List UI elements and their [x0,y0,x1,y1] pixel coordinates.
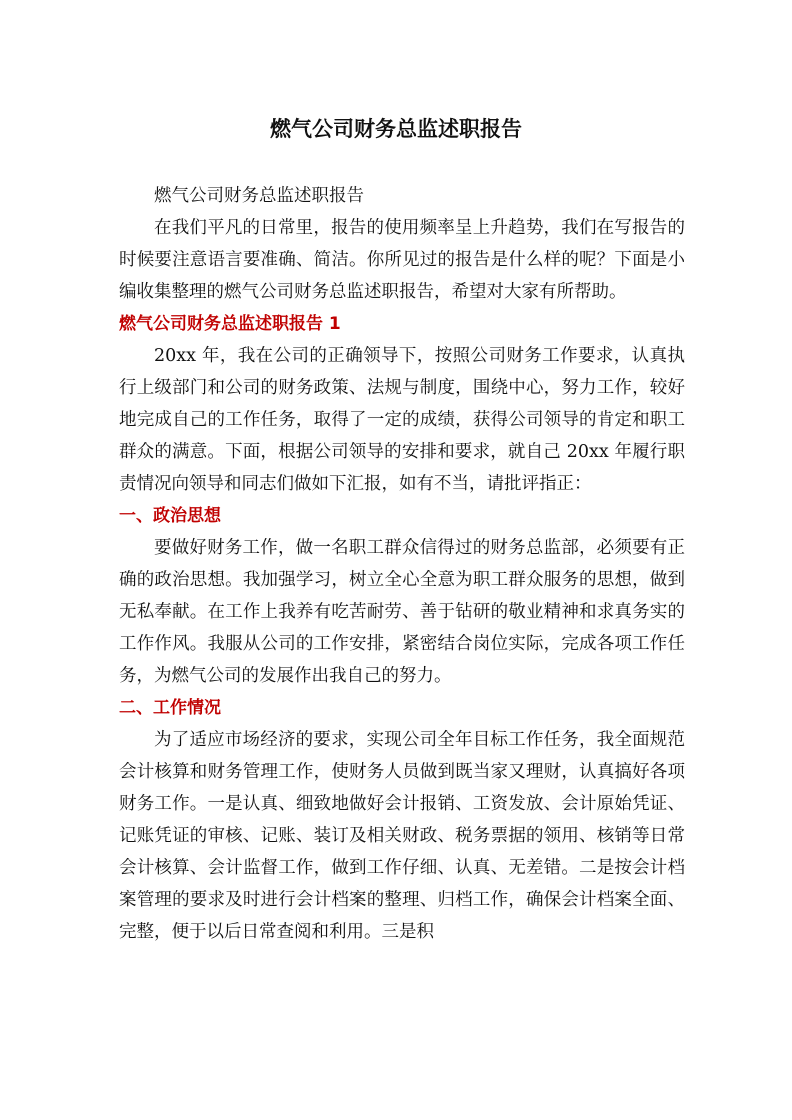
section-heading-politics: 一、政治思想 [119,506,221,526]
section-heading-report-1: 燃气公司财务总监述职报告 1 [119,314,341,334]
document-body [119,180,685,948]
politics-paragraph: 要做好财务工作，做一名职工群众信得过的财务总监部，必须要有正确的政治思想。我加强学习，树立全心全意为职工群众服务的思想，做到无私奉献。在工作上我养有吃苦耐劳、善于钻研的敬业精神和求真务实的工作作风。我服从公司的工作安排，紧密结合岗位实际，完成各项工作任务，为燃气公司的发展作出我自己的努力。 [119,538,685,686]
intro-label: 燃气公司财务总监述职报告 [154,186,364,206]
section-heading-work: 二、工作情况 [119,698,221,718]
work-paragraph: 为了适应市场经济的要求，实现公司全年目标工作任务，我全面规范会计核算和财务管理工作，使财务人员做到既当家又理财，认真搞好各项财务工作。一是认真、细致地做好会计报销、工资发放、会计原始凭证、记账凭证的审核、记账、装订及相关财政、税务票据的领用、核销等日常会计核算、会计监督工作，做到工作仔细、认真、无差错。二是按会计档案管理的要求及时进行会计档案的整理、归档工作，确保会计档案全面、完整，便于以后日常查阅和利用。三是积 [119,730,685,942]
report-1-paragraph: 20xx 年，我在公司的正确领导下，按照公司财务工作要求，认真执行上级部门和公司的财务政策、法规与制度，围绕中心，努力工作，较好地完成自己的工作任务，取得了一定的成绩，获得公司领导的肯定和职工群众的满意。下面，根据公司领导的安排和要求，就自己 20xx 年履行职责情况向领导和同志们做如下汇报，如有不当，请批评指正： [119,346,685,494]
intro-paragraph: 在我们平凡的日常里，报告的使用频率呈上升趋势，我们在写报告的时候要注意语言要准确、简洁。你所见过的报告是什么样的呢？下面是小编收集整理的燃气公司财务总监述职报告，希望对大家有所帮助。 [119,218,685,302]
document-title: 燃气公司财务总监述职报告 [270,117,522,141]
